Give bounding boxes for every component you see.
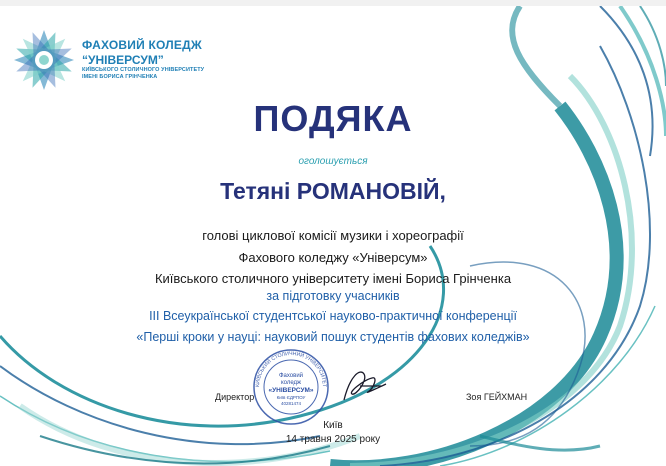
stamp-line2: коледж <box>280 380 302 386</box>
text-line-conference-title: «Перші кроки у науці: науковий пошук студентів фахових коледжів» <box>136 330 530 344</box>
certificate-subtitle: оголошується <box>298 156 368 167</box>
text-line-college: Фахового коледжу «Універсум» <box>238 250 428 265</box>
certificate-sheet <box>0 6 666 466</box>
certificate-title: ПОДЯКА <box>253 98 413 139</box>
stamp-line3: «УНІВЕРСУМ» <box>268 387 314 394</box>
stamp-line1: Фаховий <box>278 373 304 379</box>
official-stamp <box>252 348 330 426</box>
text-line-reason: за підготовку учасників <box>266 289 400 303</box>
stamp-outer-text: КИЇВСЬКИЙ СТОЛИЧНИЙ УНІВЕРСИТЕТ <box>254 350 328 388</box>
logo-name: “УНІВЕРСУМ” <box>82 53 164 67</box>
college-logo-icon <box>12 28 76 92</box>
stamp-line4: Київ ЄДРПОУ <box>276 395 306 400</box>
logo-university-name: ІМЕНІ БОРИСА ГРІНЧЕНКА <box>82 74 158 80</box>
college-logo-text <box>82 38 204 81</box>
director-label: Директор <box>215 392 255 402</box>
stamp-line5: 40281474 <box>280 401 302 406</box>
director-signature <box>338 366 394 406</box>
logo-title: ФАХОВИЙ КОЛЕДЖ <box>82 38 202 52</box>
text-line-position: голові циклової комісії музики і хореографії <box>202 228 464 243</box>
recipient-name: Тетяні РОМАНОВІЙ, <box>220 178 446 204</box>
text-line-university: Київського столичного університету імені Бориса Грінченка <box>154 271 512 286</box>
date: 14 травня 2025 року <box>285 434 381 445</box>
city: Київ <box>323 420 343 431</box>
text-line-conference: ІІІ Всеукраїнської студентської науково-практичної конференції <box>149 309 517 323</box>
director-name: Зоя ГЕЙХМАН <box>466 392 528 402</box>
logo-university: КИЇВСЬКОГО СТОЛИЧНОГО УНІВЕРСИТЕТУ <box>82 67 205 73</box>
